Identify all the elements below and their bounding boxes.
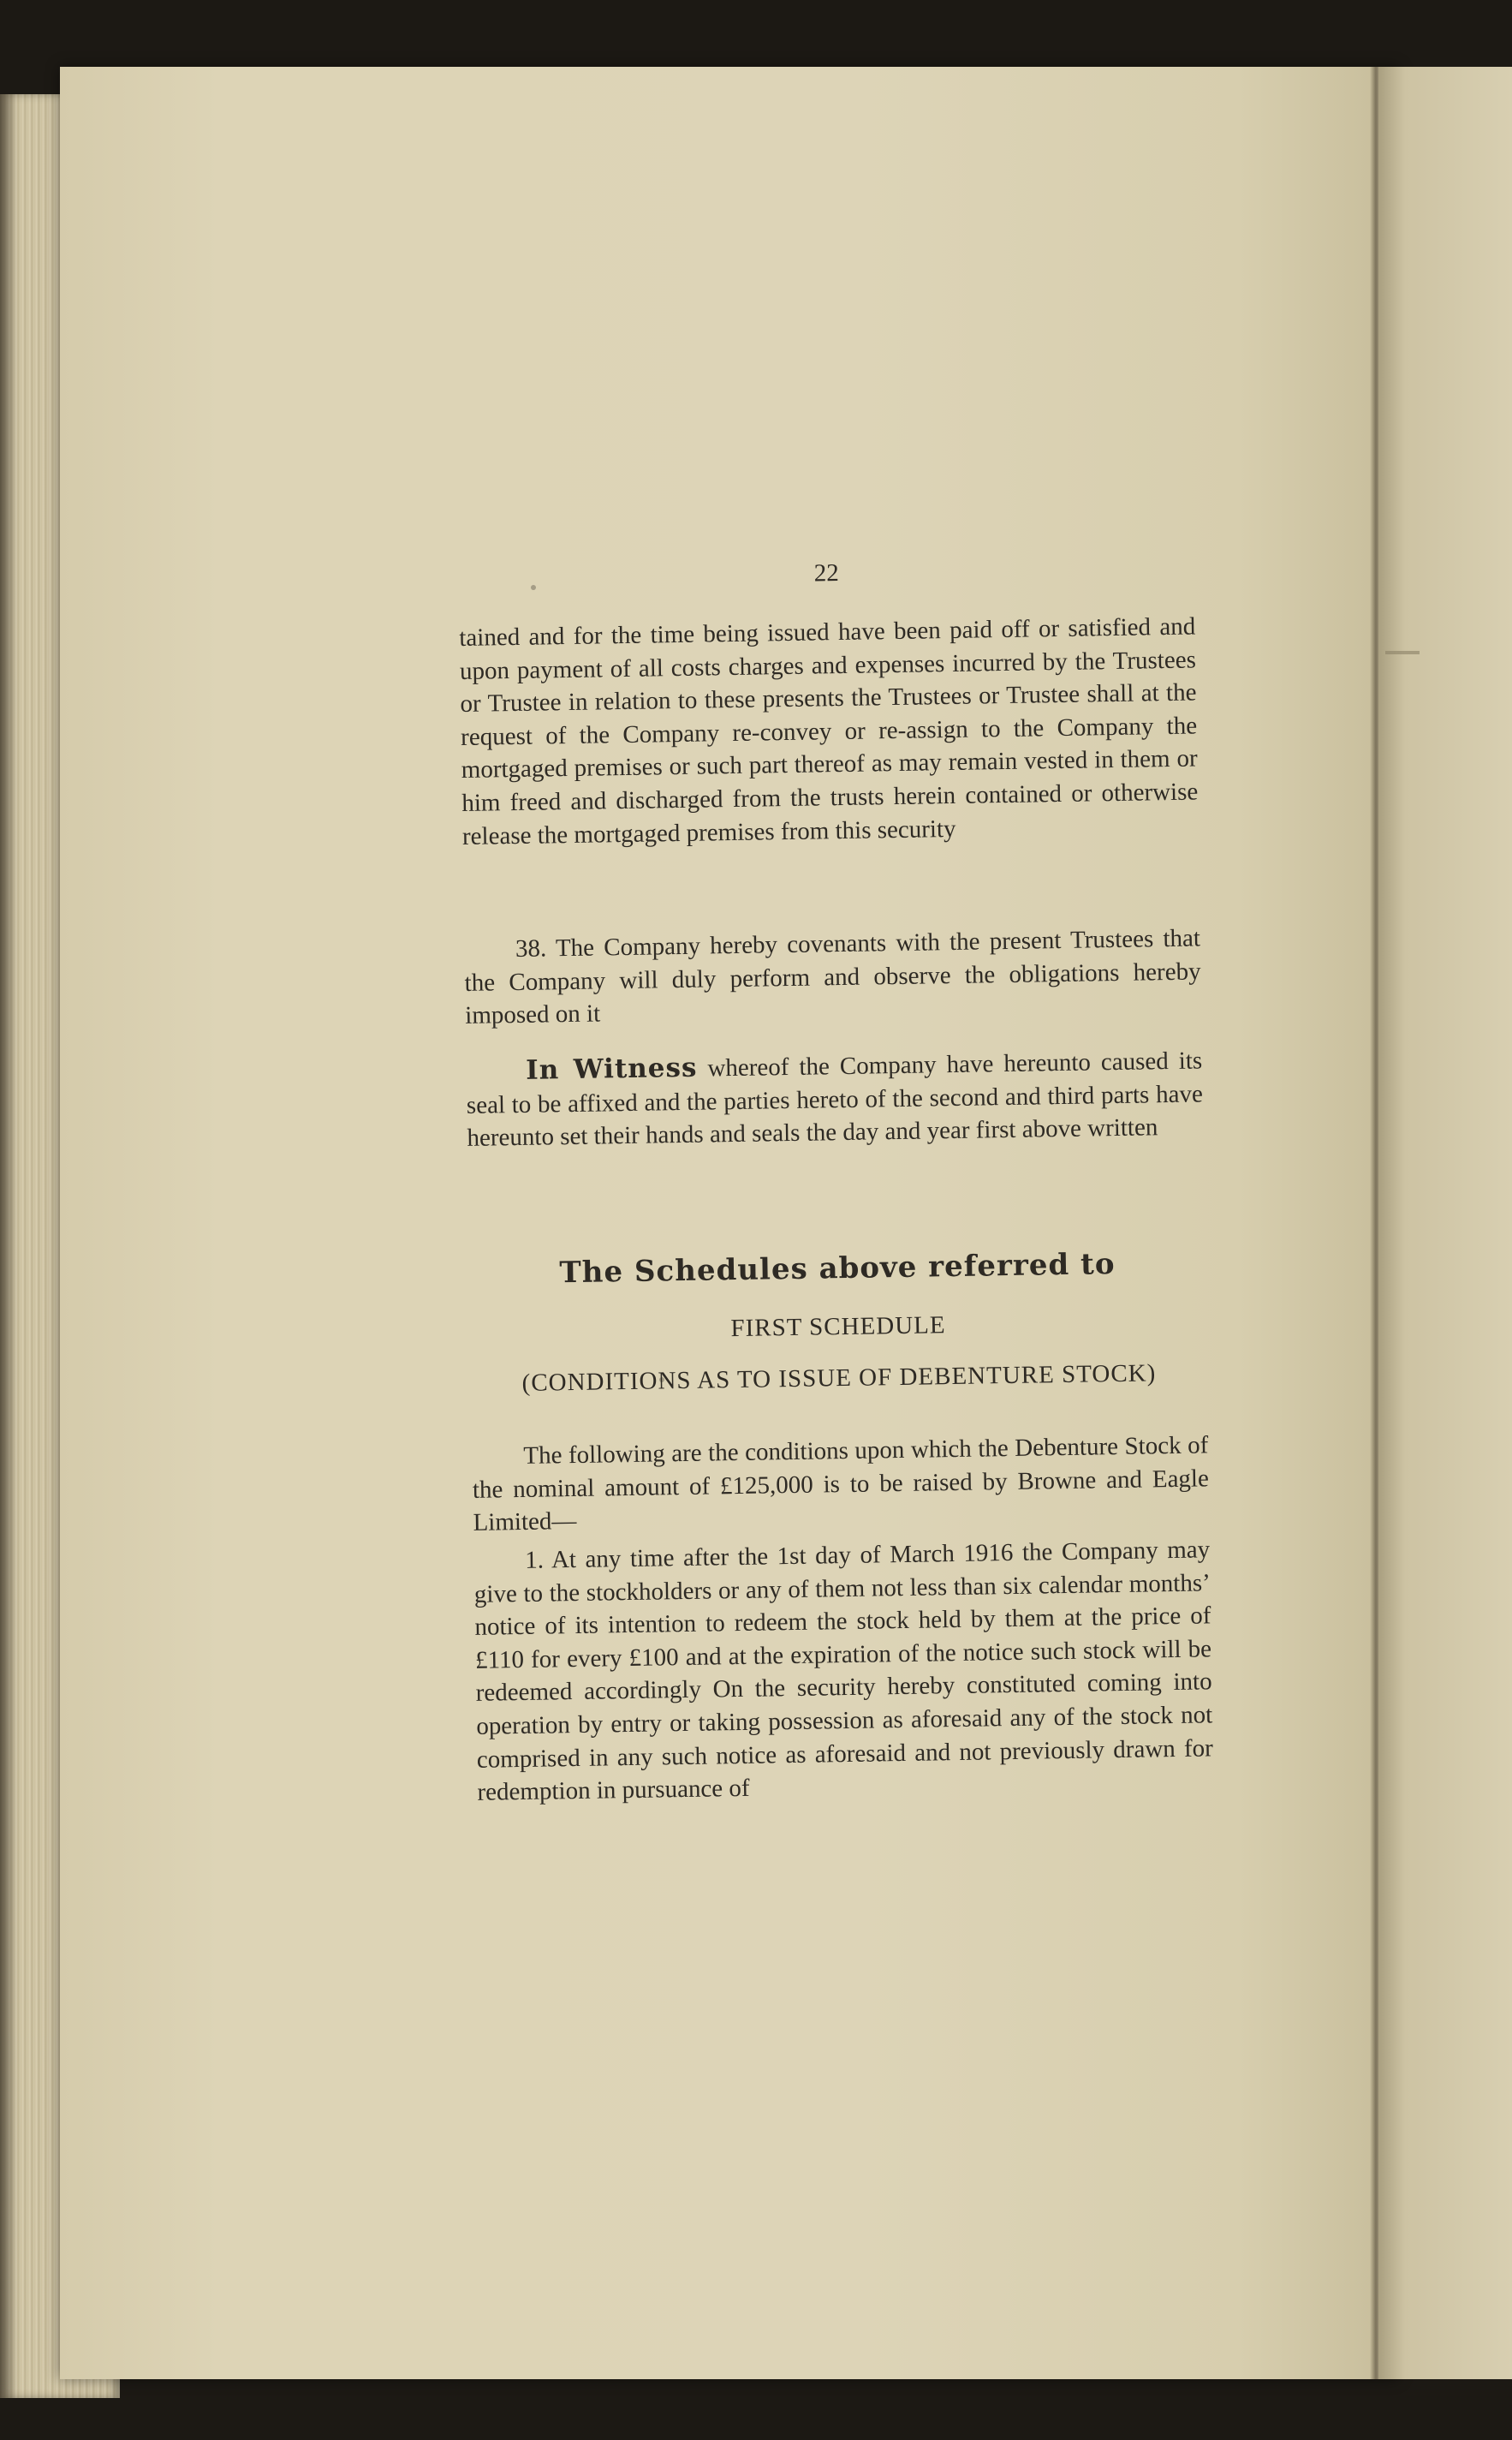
- conditions-heading: (CONDITIONS AS TO ISSUE OF DEBENTURE STOCK): [521, 1359, 1157, 1397]
- adjacent-page: [1378, 67, 1512, 2379]
- schedules-heading: The Schedules above referred to: [559, 1247, 1116, 1291]
- paragraph-repayment: tained and for the time being issued have been paid off or satisfied and upon payment of all costs charges and expenses incurred by the Trustees or Trustee in relation to these presents the Trustees or Trustee shall at the request of the Company re-convey or re-assign to the Company the mortgaged premises or such part thereof as may remain vested in them or him freed and discharged from the trusts herein contained or otherwise release the mortgaged premises from this security: [459, 612, 1199, 850]
- page-text-block: [458, 553, 1232, 1867]
- page-number: 22: [813, 559, 839, 588]
- paragraph-following-conditions: The following are the conditions upon which the Debenture Stock of the nominal amount of £125,000 is to be raised by Browne and Eagle Limited—: [472, 1431, 1210, 1537]
- book-edge-shadow: [0, 94, 17, 2398]
- paragraph-in-witness: [466, 1043, 1204, 1154]
- in-witness-text: whereof the Company have hereunto caused its seal to be affixed and the parties hereto of the second and third parts have hereunto set their hands and seals the day and year first above written: [466, 1047, 1204, 1153]
- paragraph-clause-1: 1. At any time after the 1st day of March 1916 the Company may give to the stockholders or any of them not less than six calendar months’ notice of its intention to redeem the stock held by them at the price of £110 for every £100 and at the expiration of the notice such stock will be redeemed accordingly On the security hereby constituted coming into operation by entry or taking possession as aforesaid any of the stock not comprised in any such notice as aforesaid and not previously drawn for redemption in pursuance of: [473, 1536, 1214, 1806]
- paragraph-38-covenant: 38. The Company hereby covenants with the present Trustees that the Company will duly perform and observe the obligations hereby imposed on it: [464, 924, 1201, 1030]
- first-schedule-heading: FIRST SCHEDULE: [730, 1311, 946, 1343]
- adjacent-page-mark: [1385, 651, 1420, 654]
- in-witness-heading: In Witness: [525, 1052, 698, 1086]
